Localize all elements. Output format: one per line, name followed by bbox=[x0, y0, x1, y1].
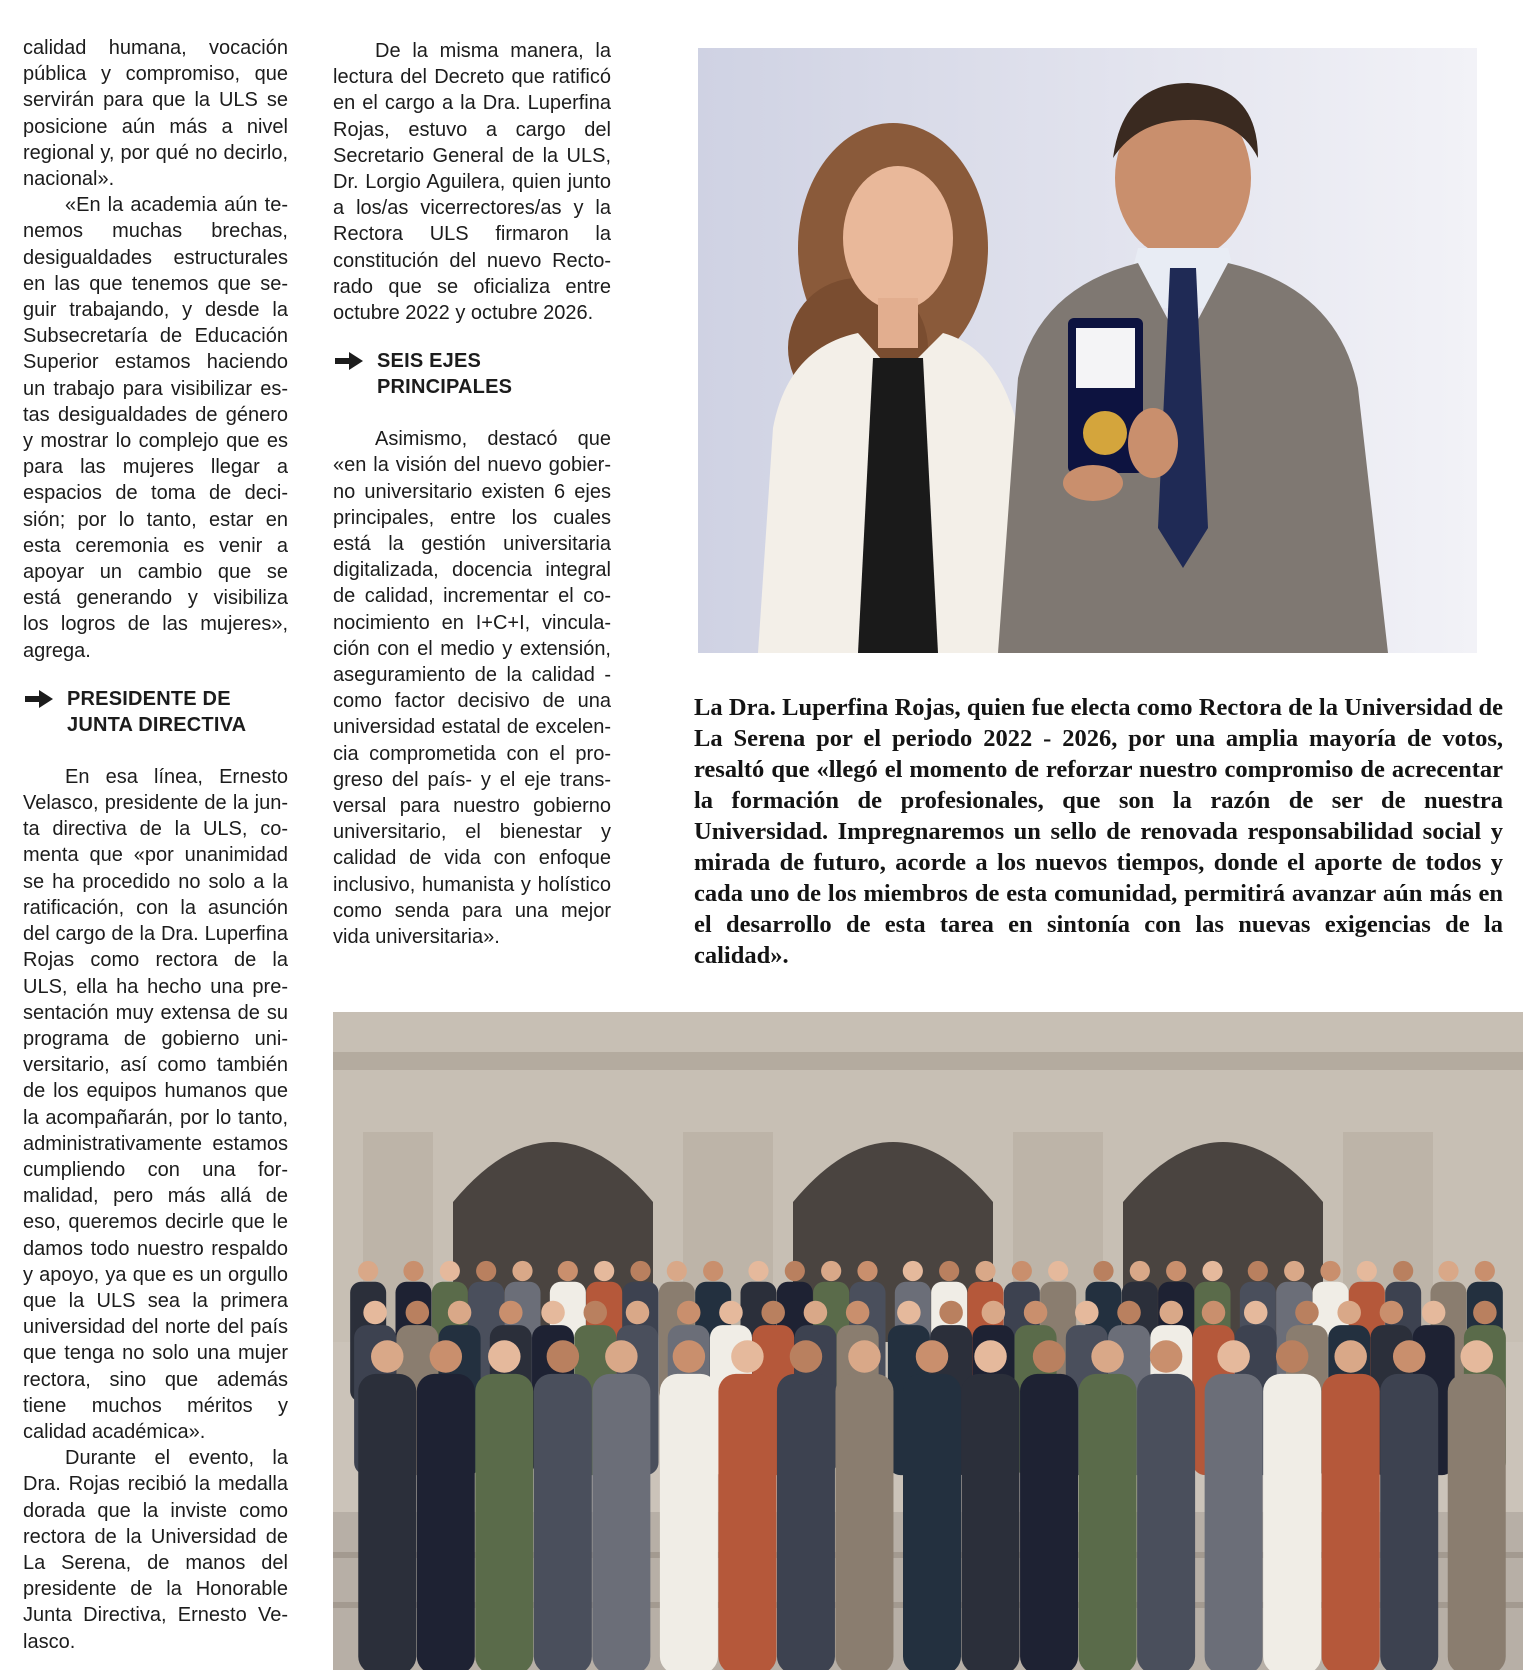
article-column-1 bbox=[23, 35, 288, 1655]
crowd-head bbox=[430, 1340, 462, 1372]
crowd-head bbox=[846, 1301, 870, 1325]
crowd-head bbox=[897, 1301, 921, 1325]
crowd-head bbox=[848, 1340, 880, 1372]
crowd-head bbox=[903, 1261, 923, 1281]
crowd-head bbox=[1337, 1301, 1361, 1325]
crowd-head bbox=[1393, 1261, 1413, 1281]
heading-line: JUNTA DIRECTIVA bbox=[67, 713, 247, 736]
crowd-figure bbox=[475, 1374, 533, 1670]
col1-paragraph-1: calidad humana, vocación pública y compromiso, que servirán para que la ULS se posicione aún más a nivel regional y, por qué no decirlo, nacional». bbox=[23, 37, 288, 191]
right-arrow-icon bbox=[25, 690, 53, 708]
col2-paragraph-1: De la misma manera, la lectura del Decreto que ratificó en el cargo a la Dra. Luperfina Rojas, estuvo a cargo del Secretario General de la ULS, Dr. Lorgio Aguilera, quien junto a los/as vicerrectores/as y la Rectora ULS firmaron la constitución del nuevo Rectorado que se oficializa entre octubre 2022 y octubre 2026. bbox=[333, 40, 611, 325]
crowd-head bbox=[916, 1340, 948, 1372]
crowd-head bbox=[804, 1301, 828, 1325]
crowd-head bbox=[703, 1261, 723, 1281]
crowd-figure bbox=[592, 1374, 650, 1670]
heading-line: PRESIDENTE DE bbox=[67, 687, 231, 710]
section-heading-seis-ejes bbox=[333, 348, 611, 400]
crowd-head bbox=[605, 1340, 637, 1372]
crowd-head bbox=[1284, 1261, 1304, 1281]
crowd-figure bbox=[903, 1374, 961, 1670]
crowd-head bbox=[821, 1261, 841, 1281]
crowd-head bbox=[1024, 1301, 1048, 1325]
photo-medal-ceremony bbox=[698, 48, 1477, 653]
crowd-head bbox=[371, 1340, 403, 1372]
crowd-head bbox=[857, 1261, 877, 1281]
crowd-head bbox=[626, 1301, 650, 1325]
crowd-head bbox=[1357, 1261, 1377, 1281]
crowd-figure bbox=[534, 1374, 592, 1670]
crowd-figure bbox=[1380, 1374, 1438, 1670]
crowd-head bbox=[1217, 1340, 1249, 1372]
crowd-head bbox=[719, 1301, 743, 1325]
heading-line: PRINCIPALES bbox=[377, 376, 513, 399]
col1-paragraph-2: «En la academia aún tenemos muchas brechas, desigualdades estructurales en las que tenemos que seguir trabajando, y desde la Subsecretaría de Educación Superior estamos haciendo un trabajo para visibilizar estas desigualdades de género y mostrar lo complejo que es para las mujeres llegar a espacios de toma de decisión; por lo tanto, estar en esta ceremonia es venir a apoyar un cambio que se está generando y visibiliza los logros de las mujeres», agrega. bbox=[23, 194, 288, 662]
crowd-head bbox=[1166, 1261, 1186, 1281]
crowd-head bbox=[790, 1340, 822, 1372]
col1-paragraph-4: Durante el evento, la Dra. Rojas recibió la medalla dorada que la inviste como rectora de la Universidad de La Serena, de manos del presidente de la Honorable Junta Directiva, Ernesto Velasco. bbox=[23, 1447, 288, 1653]
crowd-figure bbox=[358, 1374, 416, 1670]
crowd-head bbox=[541, 1301, 565, 1325]
crowd-head bbox=[1393, 1340, 1425, 1372]
crowd-figure bbox=[417, 1374, 475, 1670]
crowd-head bbox=[584, 1301, 608, 1325]
section-heading-presidente bbox=[23, 686, 288, 738]
crowd-head bbox=[1320, 1261, 1340, 1281]
crowd-head bbox=[1150, 1340, 1182, 1372]
crowd-head bbox=[1460, 1340, 1492, 1372]
article-column-2 bbox=[333, 38, 611, 950]
crowd-figure bbox=[718, 1374, 776, 1670]
crowd-figure bbox=[1448, 1374, 1506, 1670]
crowd-figure bbox=[777, 1374, 835, 1670]
crowd-figure bbox=[962, 1374, 1020, 1670]
crowd-head bbox=[363, 1301, 387, 1325]
crowd-head bbox=[488, 1340, 520, 1372]
crowd-head bbox=[1130, 1261, 1150, 1281]
crowd-head bbox=[1091, 1340, 1123, 1372]
crowd-figure bbox=[835, 1374, 893, 1670]
crowd-head bbox=[1012, 1261, 1032, 1281]
crowd-figure bbox=[1137, 1374, 1195, 1670]
crowd-head bbox=[761, 1301, 785, 1325]
crowd-head bbox=[630, 1261, 650, 1281]
crowd-head bbox=[1075, 1301, 1099, 1325]
crowd-figure bbox=[1263, 1374, 1321, 1670]
crowd-head bbox=[594, 1261, 614, 1281]
crowd-head bbox=[358, 1261, 378, 1281]
crowd-figure bbox=[1020, 1374, 1078, 1670]
right-arrow-icon bbox=[335, 352, 363, 370]
crowd-head bbox=[1422, 1301, 1446, 1325]
crowd-head bbox=[1295, 1301, 1319, 1325]
crowd-head bbox=[476, 1261, 496, 1281]
photo-caption: La Dra. Luperfina Rojas, quien fue electa como Rectora de la Universidad de La Serena por el periodo 2022 - 2026, por una amplia mayoría de votos, resaltó que «llegó el momento de reforzar nuestro compromiso de acrecentar la formación de profesionales, que son la razón de ser de nuestra Universidad. Impregnaremos un sello de renovada responsabilidad social y mirada de futuro, acorde a los nuevos tiempos, donde el aporte de todos y cada uno de los miembros de esta comunidad, permitirá avanzar aún más en el desarrollo de esta tarea en sintonía con las nuevas exigencias de la calidad». bbox=[694, 694, 1503, 969]
crowd-head bbox=[1380, 1301, 1404, 1325]
crowd-head bbox=[1202, 1301, 1226, 1325]
crowd-head bbox=[1033, 1340, 1065, 1372]
crowd-figure bbox=[1322, 1374, 1380, 1670]
crowd-head bbox=[406, 1301, 430, 1325]
crowd-head bbox=[1334, 1340, 1366, 1372]
crowd-head bbox=[677, 1301, 701, 1325]
crowd-figure bbox=[660, 1374, 718, 1670]
crowd-head bbox=[982, 1301, 1006, 1325]
crowd-head bbox=[1248, 1261, 1268, 1281]
crowd-head bbox=[939, 1261, 959, 1281]
crowd-head bbox=[1473, 1301, 1497, 1325]
crowd-head bbox=[1276, 1340, 1308, 1372]
col1-paragraph-3: En esa línea, Ernesto Velasco, presidente de la junta directiva de la ULS, comenta que «por unanimidad se ha procedido no solo a la ratificación, con la asunción del cargo de la Dra. Luperfina Rojas como rectora de la ULS, ella ha hecho una presentación muy extensa de su programa de gobierno universitario, así como también de los equipos humanos que la acompañarán, por lo tanto, administrativamente estamos cumpliendo con una formalidad, pero más allá de eso, queremos decirle que le damos todo nuestro respaldo y apoyo, ya que es un orgullo que la ULS sea la primera universidad del norte del país que tenga no solo una mujer rectora, sino que además tiene muchos méritos y calidad académica». bbox=[23, 765, 288, 1443]
crowd-head bbox=[1438, 1261, 1458, 1281]
heading-line: SEIS EJES bbox=[377, 350, 482, 373]
crowd-figure bbox=[1079, 1374, 1137, 1670]
crowd-head bbox=[673, 1340, 705, 1372]
crowd-head bbox=[939, 1301, 963, 1325]
crowd-head bbox=[403, 1261, 423, 1281]
crowd-head bbox=[974, 1340, 1006, 1372]
crowd-head bbox=[1475, 1261, 1495, 1281]
crowd-head bbox=[1160, 1301, 1184, 1325]
crowd-head bbox=[1202, 1261, 1222, 1281]
crowd-head bbox=[748, 1261, 768, 1281]
crowd-head bbox=[785, 1261, 805, 1281]
crowd-head bbox=[512, 1261, 532, 1281]
crowd-head bbox=[499, 1301, 523, 1325]
crowd-head bbox=[1244, 1301, 1268, 1325]
crowd-head bbox=[667, 1261, 687, 1281]
crowd-head bbox=[1117, 1301, 1141, 1325]
crowd-head bbox=[448, 1301, 472, 1325]
crowd-figure bbox=[1205, 1374, 1263, 1670]
crowd-head bbox=[558, 1261, 578, 1281]
crowd-head bbox=[1048, 1261, 1068, 1281]
crowd-head bbox=[547, 1340, 579, 1372]
crowd-head bbox=[731, 1340, 763, 1372]
col2-paragraph-2: Asimismo, destacó que «en la visión del nuevo gobierno universitario existen 6 ejes principales, entre los cuales está la gestión universitaria digitalizada, docencia integral de calidad, incrementar el conocimiento en I+C+I, vinculación con el medio y extensión, aseguramiento de la calidad -como factor decisivo de una universidad estatal de excelencia comprometida con el progreso del país- y el eje transversal para nuestro gobierno universitario, el bienestar y calidad de vida con enfoque inclusivo, humanista y holístico como senda para una mejor vida universitaria». bbox=[333, 428, 611, 949]
crowd-head bbox=[1093, 1261, 1113, 1281]
crowd-head bbox=[975, 1261, 995, 1281]
crowd-head bbox=[440, 1261, 460, 1281]
photo-group-portrait bbox=[333, 1012, 1523, 1670]
